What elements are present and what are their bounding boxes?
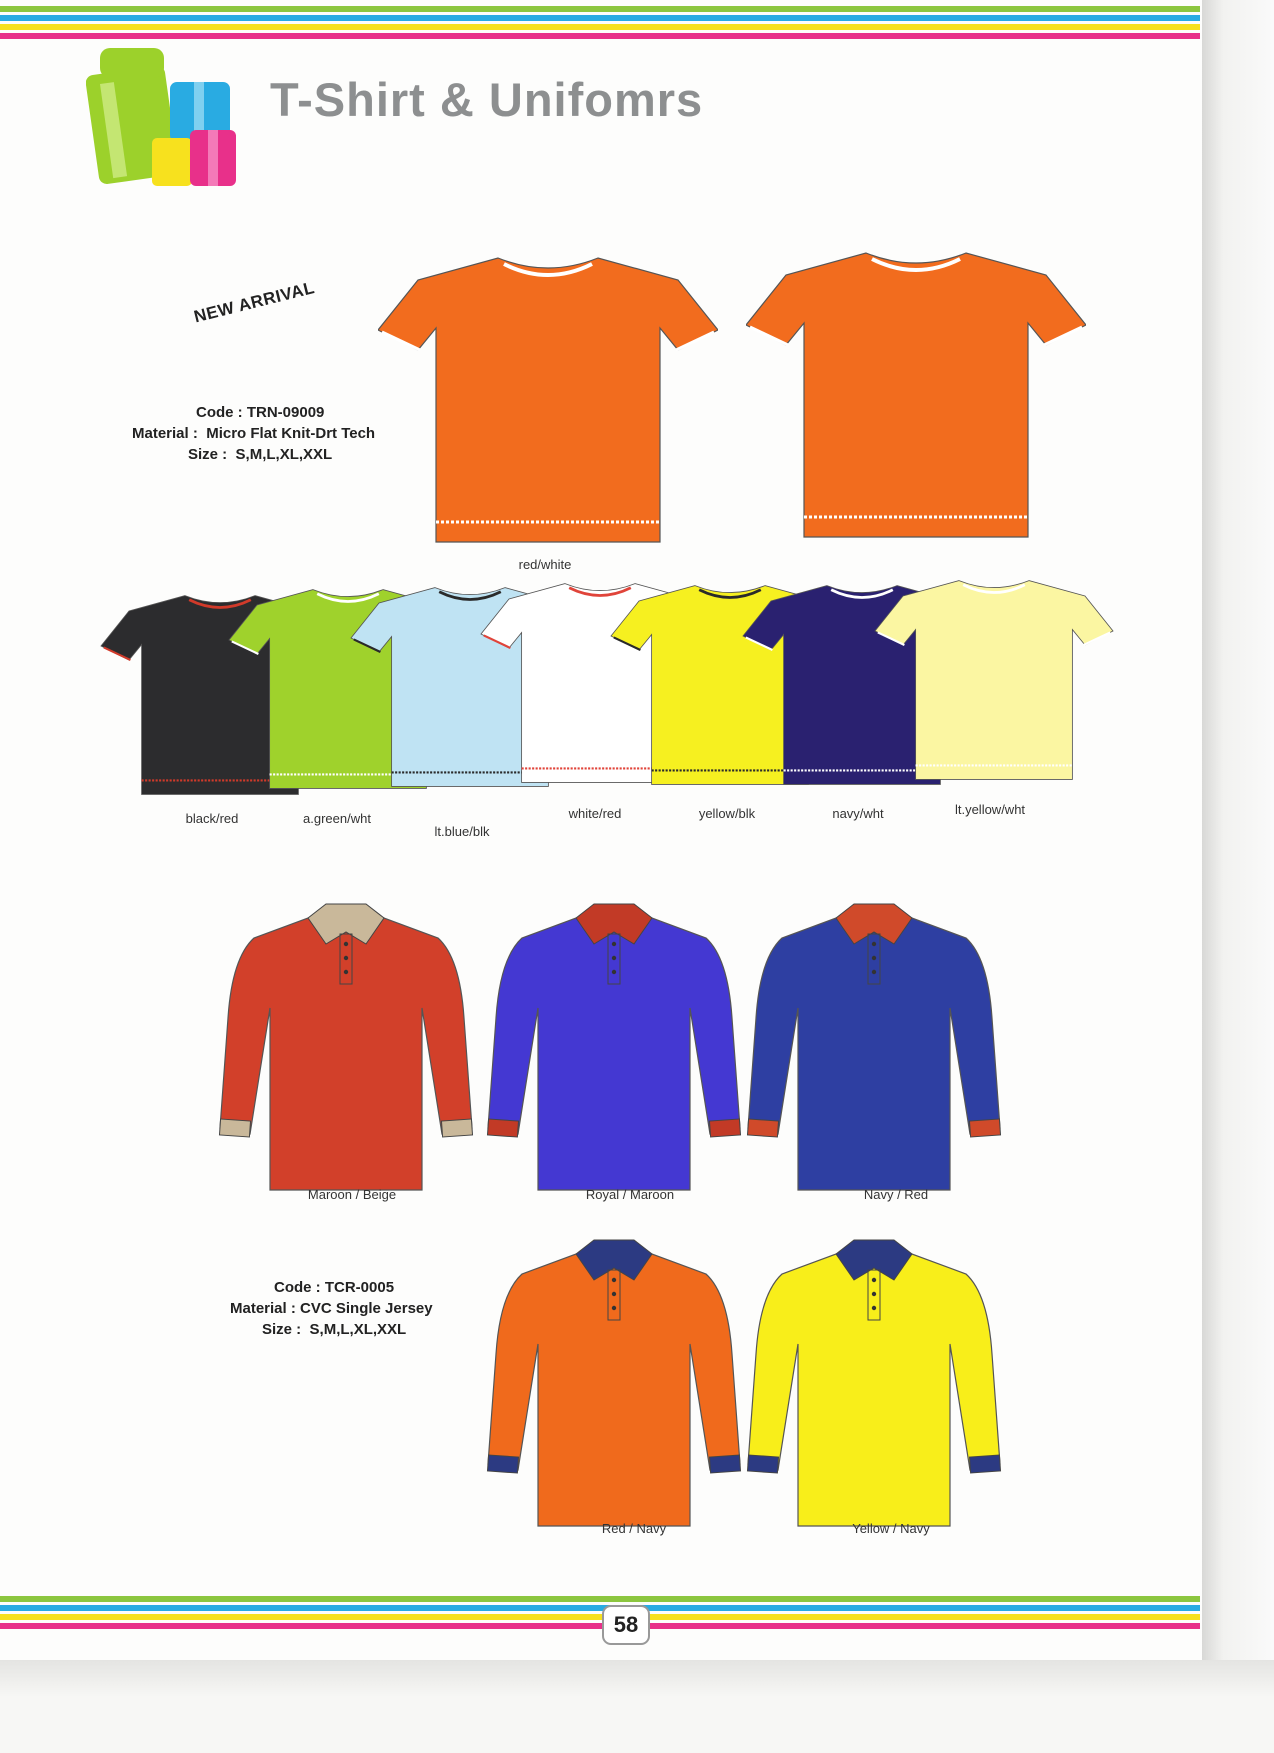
polo-0	[484, 1234, 744, 1539]
scanner-bed	[0, 1660, 1274, 1753]
tee-front-feature	[378, 250, 718, 555]
material-label: Material :	[230, 1300, 296, 1317]
tee-back-feature	[746, 245, 1086, 550]
colorway-caption: a.green/wht	[303, 811, 371, 826]
polo-2	[744, 898, 1004, 1203]
material-value: Micro Flat Knit-Drt Tech	[206, 425, 376, 442]
colorway-caption: lt.yellow/wht	[954, 802, 1026, 817]
gift-boxes-logo	[86, 30, 266, 190]
code-value: TCR-0005	[324, 1279, 395, 1296]
new-arrival-badge: NEW ARRIVAL	[192, 278, 317, 327]
size-value: S,M,L,XL,XXL	[235, 446, 333, 463]
page-title: T-Shirt & Unifomrs	[270, 73, 704, 126]
polo-1	[744, 1234, 1004, 1539]
polo-caption: Royal / Maroon	[585, 1187, 675, 1202]
page-number: 58	[602, 1605, 650, 1645]
code-label: Code :	[274, 1279, 321, 1296]
size-label: Size :	[188, 446, 228, 463]
polo-caption: Red / Navy	[601, 1521, 667, 1536]
material-value: CVC Single Jersey	[300, 1300, 433, 1317]
polo-0	[216, 898, 476, 1203]
colorway-caption: navy/wht	[832, 806, 884, 821]
colorway-caption: black/red	[185, 811, 239, 826]
code-label: Code :	[196, 404, 243, 421]
polo-1	[484, 898, 744, 1203]
polo-caption: Maroon / Beige	[307, 1187, 397, 1202]
next-page-edge	[1202, 0, 1274, 1660]
code-value: TRN-09009	[246, 404, 325, 421]
tee-colorway-6	[874, 575, 1114, 790]
material-label: Material :	[132, 425, 198, 442]
size-label: Size :	[262, 1321, 302, 1338]
feature-caption: red/white	[518, 557, 572, 572]
spec-block-trn	[132, 402, 375, 465]
polo-caption: Yellow / Navy	[852, 1521, 930, 1536]
colorway-caption: lt.blue/blk	[434, 824, 490, 839]
colorway-caption: yellow/blk	[698, 806, 756, 821]
bottom-color-stripes	[0, 1596, 1200, 1632]
spec-block-tcr	[230, 1277, 433, 1340]
size-value: S,M,L,XL,XXL	[309, 1321, 407, 1338]
polo-caption: Navy / Red	[863, 1187, 929, 1202]
colorway-caption: white/red	[568, 806, 622, 821]
